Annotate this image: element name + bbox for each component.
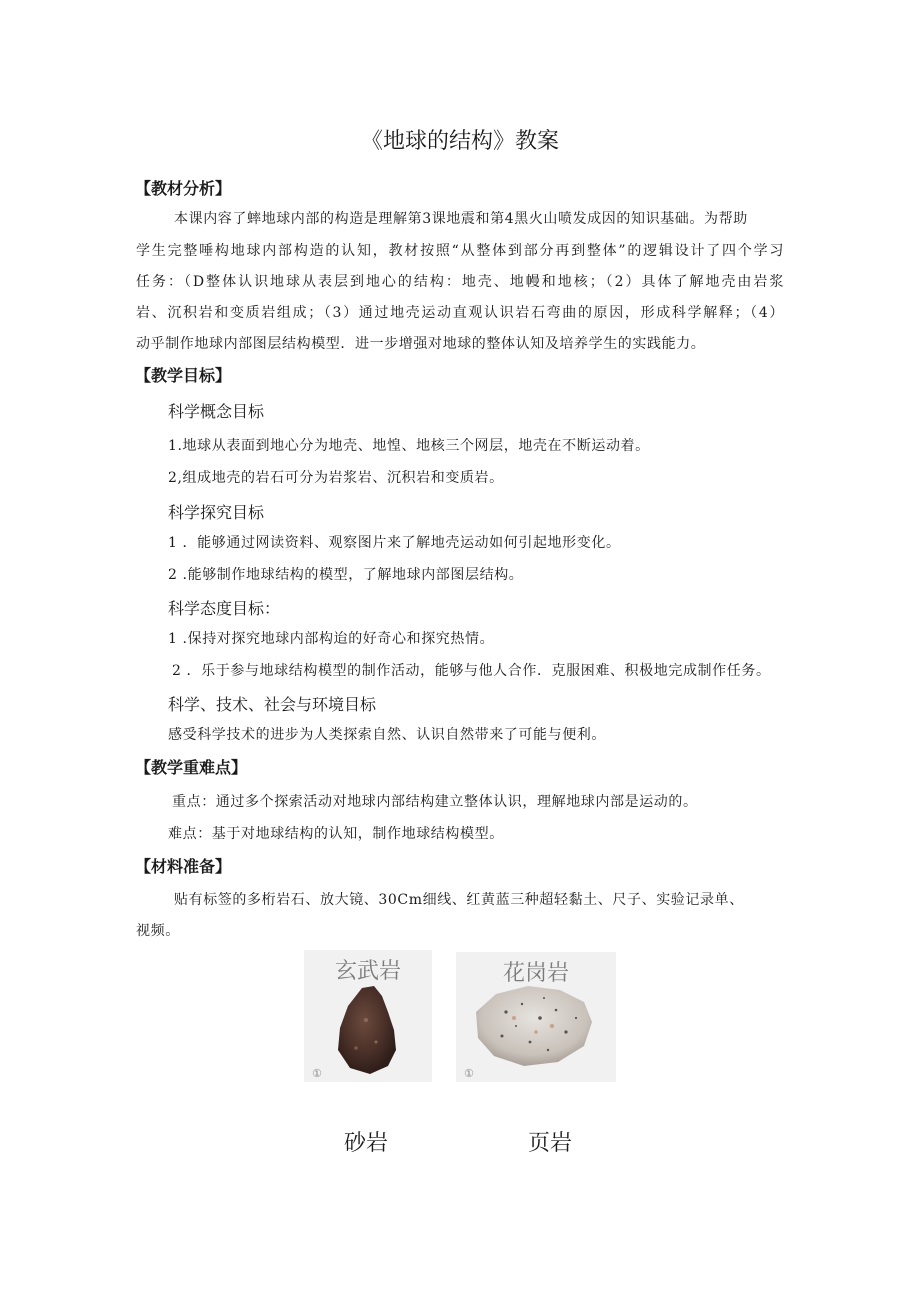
concept-goal-title: 科学概念目标 (168, 402, 265, 421)
basalt-rock-icon (304, 950, 432, 1082)
keypoint-focus: 重点：通过多个探索活动对地球内部结构建立整体认识，理解地球内部是运动的。 (172, 794, 698, 810)
granite-number: ① (464, 1067, 474, 1080)
attitude-goal-title: 科学态度目标： (168, 599, 281, 618)
section-heading-goals: 【教学目标】 (135, 366, 232, 385)
section-heading-analysis: 【教材分析】 (135, 179, 232, 198)
inquiry-goal-title: 科学探究目标 (168, 503, 265, 522)
page-title: 《地球的结构》教案 (360, 129, 559, 154)
granite-label: 花岗岩 (502, 961, 569, 986)
attitude-goal-item-1: 1 .保持对探究地球内部构迨的好奇心和探究热情。 (168, 631, 495, 647)
inquiry-goal-item-2: 2 .能够制作地球结构的模型，了解地球内部图层结构。 (168, 567, 524, 583)
granite-rock-icon (456, 952, 616, 1082)
basalt-photo (304, 950, 432, 1082)
sts-goal-text: 感受科学技术的进步为人类探索自然、认识自然带来了可能与便利。 (168, 727, 606, 743)
concept-goal-item-1: 1.地球从表面到地心分为地壳、地惶、地核三个网层，地壳在不断运动着。 (168, 438, 650, 454)
sandstone-caption: 砂岩 (344, 1131, 389, 1156)
sts-goal-title: 科学、技术、社会与环境目标 (168, 695, 377, 714)
analysis-line-2: 学生完整唾构地球内部构造的认知，教材按照“从整体到部分再到整体”的逻辑设计了四个学习 (136, 243, 784, 259)
analysis-line-3: 任务：（D整体认识地球从表层到地心的结构：地壳、地幔和地核；（2）具体了解地壳由岩浆 (136, 274, 784, 290)
basalt-number: ① (312, 1067, 322, 1080)
materials-line-1: 贴有标签的多桁岩石、放大镜、30Cm细线、红黄蓝三种超轻黏土、尺子、实验记录单、 (174, 892, 744, 908)
analysis-line-5: 动乎制作地球内部图层结构模型．进一步增强对地球的整体认知及培养学生的实践能力。 (136, 336, 706, 352)
analysis-line-4: 岩、沉积岩和变质岩组成；（3）通过地壳运动直观认识岩石弯曲的原因，形成科学解释；（4） (136, 305, 784, 321)
inquiry-goal-item-1: 1 ．能够通过网读资料、观察图片来了解地壳运动如何引起地形变化。 (168, 535, 621, 551)
basalt-label: 玄武岩 (334, 959, 401, 984)
analysis-line-1: 本课内容了蟀地球内部的构造是理解第3课地震和第4黑火山喷发成因的知识基础。为帮助 (174, 211, 748, 227)
section-heading-keypoints: 【教学重难点】 (135, 758, 248, 777)
section-heading-materials: 【材料准备】 (135, 857, 232, 876)
materials-line-2: 视频。 (136, 923, 180, 939)
keypoint-difficulty: 难点：基于对地球结构的认知，制作地球结构模型。 (168, 826, 504, 842)
granite-photo (456, 952, 616, 1082)
shale-caption: 页岩 (528, 1131, 573, 1156)
attitude-goal-item-2: 2 ．乐于参与地球结构模型的制作活动，能够与他人合作．克服困难、积极地完成制作任务。 (172, 663, 771, 679)
concept-goal-item-2: 2,组成地壳的岩石可分为岩浆岩、沉积岩和变质岩。 (168, 470, 504, 486)
